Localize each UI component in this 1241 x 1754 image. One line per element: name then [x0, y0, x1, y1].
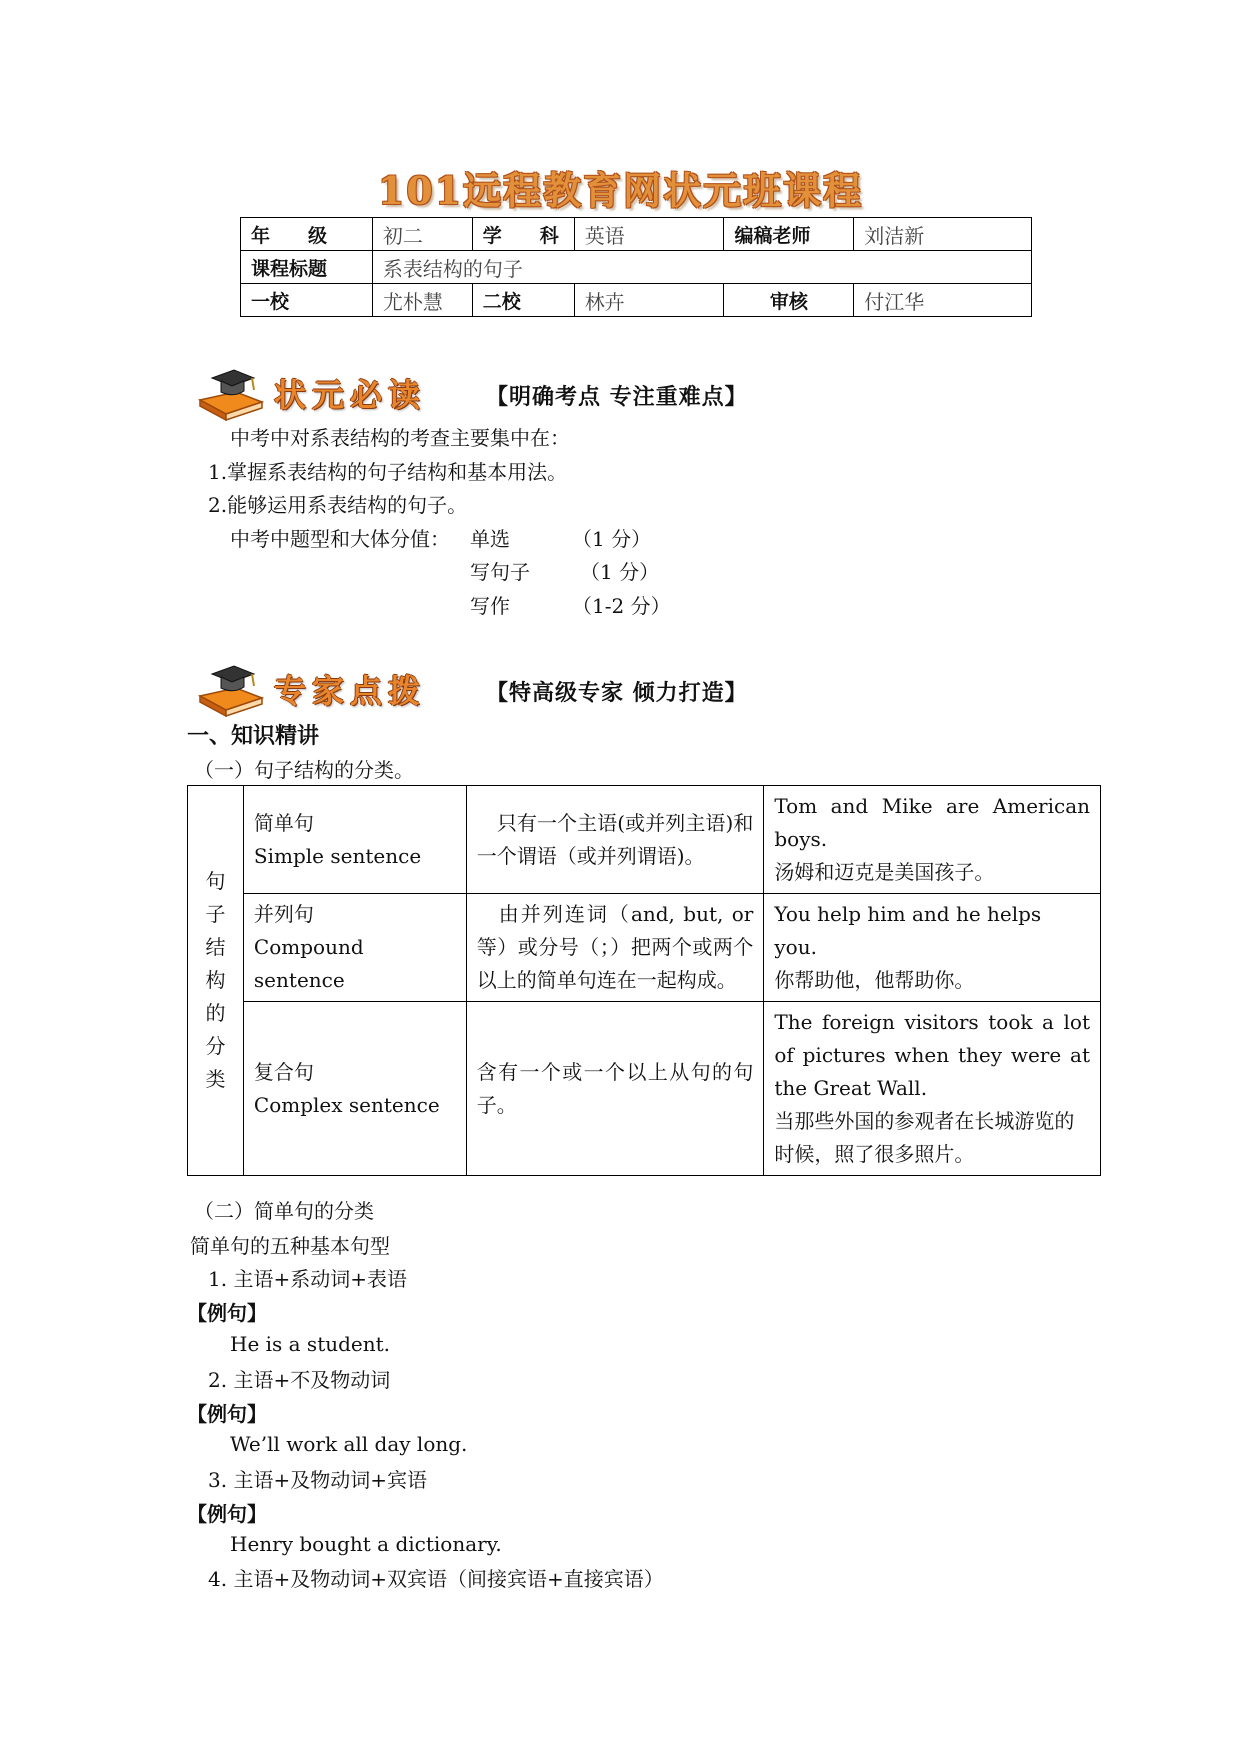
editor-value: 刘洁新 [854, 218, 1032, 251]
subject-label: 学 科 [472, 218, 574, 251]
section-title-must-read: 状元必读 [274, 376, 427, 414]
section-title-expert-tips: 专家点拨 [274, 672, 427, 710]
example-sentence: Henry bought a dictionary. [230, 1532, 502, 1556]
grade-value: 初二 [372, 218, 472, 251]
example-sentence: We’ll work all day long. [230, 1432, 468, 1456]
book-graduation-cap-icon [196, 364, 266, 422]
score-value: （1 分） [580, 560, 660, 584]
page-banner: 101远程教育网状元班课程 [377, 168, 864, 213]
section-header-expert-tips [196, 660, 796, 718]
side-char: 分 [205, 1034, 226, 1058]
example-tag: 【例句】 [187, 1502, 267, 1526]
example-tag: 【例句】 [187, 1301, 267, 1325]
exam-focus-intro: 中考中对系表结构的考查主要集中在： [230, 426, 570, 450]
side-char: 构 [205, 968, 226, 992]
sentence-type-cell [243, 894, 466, 1002]
subject-value: 英语 [574, 218, 724, 251]
sentence-type-en: Simple sentence [253, 843, 422, 868]
example-en: You help him and he helps you. [774, 902, 1042, 959]
example-cell [764, 1002, 1101, 1176]
example-tag: 【例句】 [187, 1402, 267, 1426]
info-row [241, 284, 1032, 317]
example-cn: 你帮助他，他帮助你。 [774, 968, 975, 992]
pattern-label: 4. 主语+及物动词+双宾语（间接宾语+直接宾语） [208, 1567, 664, 1591]
example-cell [764, 786, 1101, 894]
school1-label: 一校 [241, 284, 373, 317]
sentence-type-desc: 只有一个主语(或并列主语)和一个谓语（或并列谓语)。 [466, 786, 764, 894]
side-char: 子 [205, 902, 226, 926]
subsection-intro: 简单句的五种基本句型 [190, 1234, 390, 1258]
score-type: 单选 [470, 527, 510, 551]
section-subtitle-expert-tips: 【特高级专家 倾力打造】 [486, 681, 748, 706]
sentence-type-cell [243, 786, 466, 894]
pattern-label: 2. 主语+不及物动词 [208, 1368, 391, 1392]
example-sentence: He is a student. [230, 1332, 391, 1356]
example-en: Tom and Mike are American boys. [774, 794, 1090, 851]
exam-focus-point: 2.能够运用系表结构的句子。 [208, 493, 468, 517]
score-type: 写句子 [470, 560, 530, 584]
sentence-type-en: Compound sentence [253, 935, 364, 992]
sentence-structure-table [187, 785, 1101, 1176]
table-row [188, 1002, 1101, 1176]
review-value: 付江华 [854, 284, 1032, 317]
school2-value: 林卉 [574, 284, 724, 317]
side-char: 结 [205, 935, 226, 959]
example-en: The foreign visitors took a lot of pictures when they were at the Great Wall. [774, 1010, 1090, 1100]
score-value: （1 分） [572, 527, 652, 551]
score-intro: 中考中题型和大体分值： [230, 527, 450, 551]
info-row [241, 251, 1032, 284]
score-value: （1-2 分） [572, 594, 671, 618]
school1-value: 尤朴慧 [372, 284, 472, 317]
school2-label: 二校 [472, 284, 574, 317]
table-side-label [188, 786, 244, 1176]
sentence-type-desc: 由并列连词（and, but, or 等）或分号（；）把两个或两个以上的简单句连在一起构成。 [466, 894, 764, 1002]
side-char: 句 [205, 869, 226, 893]
example-cn: 当那些外国的参观者在长城游览的时候，照了很多照片。 [774, 1109, 1075, 1166]
sentence-type-cn: 复合句 [253, 1059, 314, 1084]
table-row [188, 786, 1101, 894]
sentence-type-cell [243, 1002, 466, 1176]
section-header-must-read [196, 364, 796, 422]
side-char: 类 [205, 1067, 226, 1091]
sentence-type-cn: 并列句 [253, 902, 314, 926]
table-row [188, 894, 1101, 1002]
section-heading: 一、知识精讲 [187, 724, 320, 749]
book-graduation-cap-icon [196, 660, 266, 718]
exam-focus-point: 1.掌握系表结构的句子结构和基本用法。 [208, 460, 568, 484]
pattern-label: 1. 主语+系动词+表语 [208, 1267, 407, 1291]
title-value: 系表结构的句子 [372, 251, 1031, 284]
sentence-type-en: Complex sentence [253, 1092, 440, 1117]
grade-label: 年 级 [241, 218, 373, 251]
editor-label: 编稿老师 [724, 218, 854, 251]
section-subtitle-must-read: 【明确考点 专注重难点】 [486, 385, 748, 410]
subsection-heading: （二）简单句的分类 [194, 1199, 374, 1223]
example-cell [764, 894, 1101, 1002]
score-type: 写作 [470, 594, 510, 618]
review-label: 审核 [724, 284, 854, 317]
course-info-table [240, 217, 1032, 317]
example-cn: 汤姆和迈克是美国孩子。 [774, 860, 995, 884]
sentence-type-cn: 简单句 [253, 810, 314, 835]
subsection-heading: （一）句子结构的分类。 [194, 758, 414, 782]
info-row [241, 218, 1032, 251]
title-label: 课程标题 [241, 251, 373, 284]
side-char: 的 [205, 1001, 226, 1025]
pattern-label: 3. 主语+及物动词+宾语 [208, 1468, 427, 1492]
sentence-type-desc: 含有一个或一个以上从句的句子。 [466, 1002, 764, 1176]
